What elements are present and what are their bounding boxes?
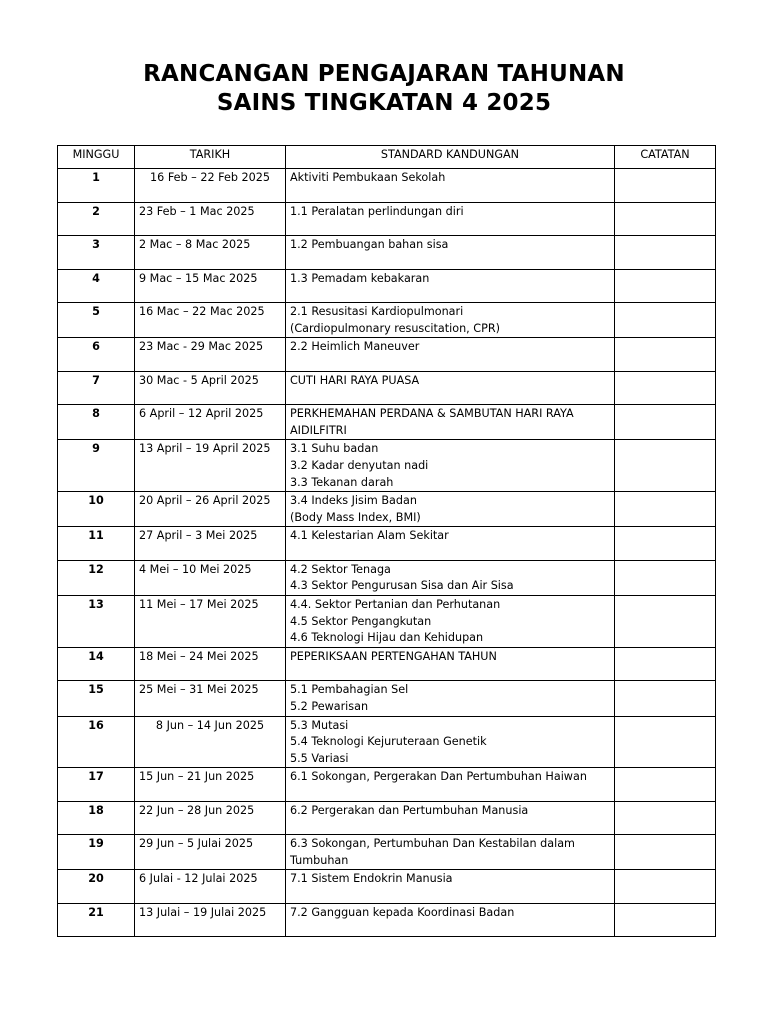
table-body bbox=[58, 169, 716, 937]
standard-kandungan-cell bbox=[286, 236, 615, 270]
header-minggu: MINGGU bbox=[58, 146, 135, 169]
standard-kandungan-cell bbox=[286, 169, 615, 203]
standard-kandungan-cell bbox=[286, 440, 615, 492]
catatan-cell bbox=[615, 903, 716, 937]
date-range-cell: 6 Julai - 12 Julai 2025 bbox=[135, 870, 286, 904]
standard-kandungan-line: 1.3 Pemadam kebakaran bbox=[290, 271, 430, 285]
standard-kandungan-line: 3.4 Indeks Jisim Badan bbox=[290, 494, 417, 508]
standard-kandungan-cell bbox=[286, 870, 615, 904]
lesson-plan-table bbox=[57, 145, 716, 937]
standard-kandungan-line: Tumbuhan bbox=[290, 853, 349, 867]
standard-kandungan-cell bbox=[286, 405, 615, 440]
date-range-cell: 25 Mei – 31 Mei 2025 bbox=[135, 681, 286, 716]
table-row bbox=[58, 870, 716, 904]
week-number-cell: 18 bbox=[58, 801, 135, 835]
standard-kandungan-cell bbox=[286, 560, 615, 595]
week-number-cell: 20 bbox=[58, 870, 135, 904]
table-row bbox=[58, 835, 716, 870]
week-number-cell: 11 bbox=[58, 527, 135, 561]
table-row bbox=[58, 560, 716, 595]
standard-kandungan-line: CUTI HARI RAYA PUASA bbox=[290, 373, 420, 387]
standard-kandungan-cell bbox=[286, 269, 615, 303]
date-range-cell: 27 April – 3 Mei 2025 bbox=[135, 527, 286, 561]
standard-kandungan-line: Aktiviti Pembukaan Sekolah bbox=[290, 171, 446, 184]
standard-kandungan-cell bbox=[286, 371, 615, 405]
standard-kandungan-line: 3.2 Kadar denyutan nadi bbox=[290, 458, 429, 472]
week-number-cell: 7 bbox=[58, 371, 135, 405]
catatan-cell bbox=[615, 269, 716, 303]
date-range-cell: 29 Jun – 5 Julai 2025 bbox=[135, 835, 286, 870]
date-range-cell: 13 Julai – 19 Julai 2025 bbox=[135, 903, 286, 937]
week-number-cell: 4 bbox=[58, 269, 135, 303]
standard-kandungan-cell bbox=[286, 338, 615, 372]
standard-kandungan-line: 4.3 Sektor Pengurusan Sisa dan Air Sisa bbox=[290, 579, 514, 593]
catatan-cell bbox=[615, 303, 716, 338]
table-row bbox=[58, 371, 716, 405]
date-range-cell: 23 Feb – 1 Mac 2025 bbox=[135, 202, 286, 236]
header-tarikh: TARIKH bbox=[135, 146, 286, 169]
standard-kandungan-line: 2.2 Heimlich Maneuver bbox=[290, 340, 420, 354]
week-number-cell: 6 bbox=[58, 338, 135, 372]
standard-kandungan-line: 7.2 Gangguan kepada Koordinasi Badan bbox=[290, 905, 515, 919]
catatan-cell bbox=[615, 236, 716, 270]
week-number-cell: 14 bbox=[58, 647, 135, 681]
table-row bbox=[58, 440, 716, 492]
standard-kandungan-line: 3.3 Tekanan darah bbox=[290, 475, 394, 489]
catatan-cell bbox=[615, 371, 716, 405]
standard-kandungan-cell bbox=[286, 596, 615, 648]
date-range-cell: 16 Mac – 22 Mac 2025 bbox=[135, 303, 286, 338]
header-catatan: CATATAN bbox=[615, 146, 716, 169]
catatan-cell bbox=[615, 716, 716, 768]
document-title bbox=[0, 60, 768, 118]
catatan-cell bbox=[615, 801, 716, 835]
standard-kandungan-cell bbox=[286, 716, 615, 768]
table-row bbox=[58, 202, 716, 236]
standard-kandungan-line: 5.1 Pembahagian Sel bbox=[290, 683, 409, 697]
standard-kandungan-line: 3.1 Suhu badan bbox=[290, 442, 379, 456]
date-range-cell: 9 Mac – 15 Mac 2025 bbox=[135, 269, 286, 303]
standard-kandungan-line: 4.2 Sektor Tenaga bbox=[290, 562, 391, 576]
table-row bbox=[58, 492, 716, 527]
catatan-cell bbox=[615, 405, 716, 440]
standard-kandungan-line: PERKHEMAHAN PERDANA & SAMBUTAN HARI RAYA bbox=[290, 407, 574, 421]
date-range-cell: 30 Mac - 5 April 2025 bbox=[135, 371, 286, 405]
standard-kandungan-cell bbox=[286, 835, 615, 870]
table-row bbox=[58, 716, 716, 768]
catatan-cell bbox=[615, 870, 716, 904]
table-row bbox=[58, 768, 716, 802]
standard-kandungan-line: (Cardiopulmonary resuscitation, CPR) bbox=[290, 321, 500, 335]
week-number-cell: 9 bbox=[58, 440, 135, 492]
standard-kandungan-line: 4.5 Sektor Pengangkutan bbox=[290, 614, 432, 628]
catatan-cell bbox=[615, 647, 716, 681]
standard-kandungan-cell bbox=[286, 527, 615, 561]
date-range-cell: 23 Mac - 29 Mac 2025 bbox=[135, 338, 286, 372]
standard-kandungan-cell bbox=[286, 903, 615, 937]
standard-kandungan-line: 5.4 Teknologi Kejuruteraan Genetik bbox=[290, 735, 487, 749]
week-number-cell: 1 bbox=[58, 169, 135, 203]
standard-kandungan-line: 1.1 Peralatan perlindungan diri bbox=[290, 204, 464, 218]
standard-kandungan-line: AIDILFITRI bbox=[290, 423, 347, 437]
standard-kandungan-line: 4.1 Kelestarian Alam Sekitar bbox=[290, 529, 449, 543]
date-range-cell: 15 Jun – 21 Jun 2025 bbox=[135, 768, 286, 802]
standard-kandungan-line: 6.3 Sokongan, Pertumbuhan Dan Kestabilan dalam bbox=[290, 837, 575, 851]
week-number-cell: 17 bbox=[58, 768, 135, 802]
standard-kandungan-cell bbox=[286, 202, 615, 236]
catatan-cell bbox=[615, 527, 716, 561]
standard-kandungan-line: 6.1 Sokongan, Pergerakan Dan Pertumbuhan Haiwan bbox=[290, 770, 587, 784]
week-number-cell: 13 bbox=[58, 596, 135, 648]
standard-kandungan-line: 4.6 Teknologi Hijau dan Kehidupan bbox=[290, 631, 484, 645]
week-number-cell: 15 bbox=[58, 681, 135, 716]
standard-kandungan-line: 2.1 Resusitasi Kardiopulmonari bbox=[290, 305, 464, 318]
standard-kandungan-line: 7.1 Sistem Endokrin Manusia bbox=[290, 872, 453, 886]
table-row bbox=[58, 527, 716, 561]
table-row bbox=[58, 405, 716, 440]
table-row bbox=[58, 647, 716, 681]
date-range-cell: 22 Jun – 28 Jun 2025 bbox=[135, 801, 286, 835]
date-range-cell: 8 Jun – 14 Jun 2025 bbox=[135, 716, 286, 768]
week-number-cell: 21 bbox=[58, 903, 135, 937]
header-standard-kandungan: STANDARD KANDUNGAN bbox=[286, 146, 615, 169]
catatan-cell bbox=[615, 440, 716, 492]
title-line-2: SAINS TINGKATAN 4 2025 bbox=[216, 90, 552, 116]
catatan-cell bbox=[615, 492, 716, 527]
table-header-row bbox=[58, 146, 716, 169]
standard-kandungan-cell bbox=[286, 647, 615, 681]
table-row bbox=[58, 903, 716, 937]
standard-kandungan-cell bbox=[286, 681, 615, 716]
table-row bbox=[58, 338, 716, 372]
week-number-cell: 10 bbox=[58, 492, 135, 527]
standard-kandungan-line: 6.2 Pergerakan dan Pertumbuhan Manusia bbox=[290, 803, 529, 817]
week-number-cell: 8 bbox=[58, 405, 135, 440]
catatan-cell bbox=[615, 169, 716, 203]
date-range-cell: 11 Mei – 17 Mei 2025 bbox=[135, 596, 286, 648]
catatan-cell bbox=[615, 768, 716, 802]
standard-kandungan-cell bbox=[286, 801, 615, 835]
week-number-cell: 16 bbox=[58, 716, 135, 768]
catatan-cell bbox=[615, 202, 716, 236]
table-row bbox=[58, 269, 716, 303]
date-range-cell: 20 April – 26 April 2025 bbox=[135, 492, 286, 527]
date-range-cell: 6 April – 12 April 2025 bbox=[135, 405, 286, 440]
catatan-cell bbox=[615, 596, 716, 648]
standard-kandungan-line: (Body Mass Index, BMI) bbox=[290, 510, 421, 524]
standard-kandungan-cell bbox=[286, 768, 615, 802]
date-range-cell: 16 Feb – 22 Feb 2025 bbox=[135, 169, 286, 203]
standard-kandungan-cell bbox=[286, 303, 615, 338]
standard-kandungan-cell bbox=[286, 492, 615, 527]
table-row bbox=[58, 681, 716, 716]
title-line-1: RANCANGAN PENGAJARAN TAHUNAN bbox=[143, 61, 625, 87]
catatan-cell bbox=[615, 835, 716, 870]
catatan-cell bbox=[615, 338, 716, 372]
week-number-cell: 5 bbox=[58, 303, 135, 338]
standard-kandungan-line: 5.5 Variasi bbox=[290, 751, 349, 765]
date-range-cell: 4 Mei – 10 Mei 2025 bbox=[135, 560, 286, 595]
standard-kandungan-line: 4.4. Sektor Pertanian dan Perhutanan bbox=[290, 598, 501, 612]
date-range-cell: 2 Mac – 8 Mac 2025 bbox=[135, 236, 286, 270]
catatan-cell bbox=[615, 681, 716, 716]
standard-kandungan-line: 5.2 Pewarisan bbox=[290, 699, 369, 713]
table-row bbox=[58, 596, 716, 648]
table-row bbox=[58, 169, 716, 203]
table-row bbox=[58, 303, 716, 338]
week-number-cell: 19 bbox=[58, 835, 135, 870]
standard-kandungan-line: 5.3 Mutasi bbox=[290, 718, 349, 732]
week-number-cell: 12 bbox=[58, 560, 135, 595]
week-number-cell: 3 bbox=[58, 236, 135, 270]
standard-kandungan-line: 1.2 Pembuangan bahan sisa bbox=[290, 238, 449, 251]
standard-kandungan-line: PEPERIKSAAN PERTENGAHAN TAHUN bbox=[290, 649, 497, 663]
table-row bbox=[58, 801, 716, 835]
catatan-cell bbox=[615, 560, 716, 595]
date-range-cell: 18 Mei – 24 Mei 2025 bbox=[135, 647, 286, 681]
date-range-cell: 13 April – 19 April 2025 bbox=[135, 440, 286, 492]
table-row bbox=[58, 236, 716, 270]
week-number-cell: 2 bbox=[58, 202, 135, 236]
